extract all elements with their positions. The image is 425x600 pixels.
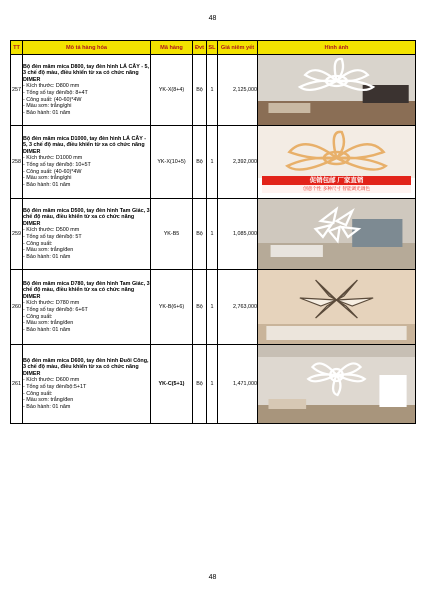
header-row	[11, 41, 416, 55]
row-code: YK-B(6+6)	[151, 270, 193, 345]
header-code: Mã hàng	[151, 41, 193, 55]
product-title: Bộ đèn mâm mica D800, tay đèn hình LÁ CÂY - 5, 3 chế độ màu, điều khiển từ xa có chức năng DIMER	[23, 63, 150, 83]
row-code: YK-B5	[151, 199, 193, 270]
table-row	[11, 199, 416, 270]
spec-line: - Tổng số tay đèn/bộ: 6+6T	[23, 307, 88, 313]
row-tt: 259	[11, 199, 23, 270]
spec-line: - Công suất: (40-60)*4W	[23, 96, 82, 103]
row-tt: 257	[11, 55, 23, 126]
page-number-bottom: 48	[208, 574, 217, 581]
spec-line: - Công suất:	[23, 390, 53, 397]
row-description	[23, 345, 151, 424]
row-unit: Bộ	[193, 199, 207, 270]
product-photo	[258, 55, 415, 125]
row-price: 2,392,000	[218, 126, 258, 199]
spec-line: - Màu sơn: trắng/ghi	[23, 103, 72, 110]
row-unit: Bộ	[193, 345, 207, 424]
row-qty: 1	[207, 55, 218, 126]
row-price: 1,085,000	[218, 199, 258, 270]
spec-line: - Màu sơn: trắng/đen	[23, 320, 74, 327]
row-qty: 1	[207, 345, 218, 424]
row-image-cell	[258, 345, 416, 424]
table-row	[11, 345, 416, 424]
spec-line: - Tổng số tay đèn/bộ:5+1T	[23, 384, 87, 390]
spec-line: - Bảo hành: 01 năm	[23, 181, 71, 188]
spec-line: - Bảo hành: 01 năm	[23, 403, 71, 410]
row-qty: 1	[207, 199, 218, 270]
row-description	[23, 126, 151, 199]
spec-line: - Màu sơn: trắng/ghi	[23, 175, 72, 182]
spec-line: - Tổng số tay đèn/bộ: 5T	[23, 234, 82, 240]
header-description: Mô tả hàng hóa	[23, 41, 151, 55]
promo-banner-sub: 创意个性 多种尺寸 智能调光调色	[262, 185, 411, 193]
row-image-cell	[258, 126, 416, 199]
row-tt: 260	[11, 270, 23, 345]
row-image-cell	[258, 199, 416, 270]
table-row	[11, 55, 416, 126]
product-title: Bộ đèn mâm mica D1000, tay đèn hình LÁ CÂY - 5, 3 chế độ màu, điều khiển từ xa có chức năng DIMER	[23, 135, 147, 155]
row-qty: 1	[207, 126, 218, 199]
spec-line: - Màu sơn: trắng/đen	[23, 397, 74, 404]
row-price: 2,763,000	[218, 270, 258, 345]
spec-line: - Bảo hành: 01 năm	[23, 326, 71, 333]
spec-line: - Kích thước: D800 mm	[23, 83, 80, 90]
promo-banner	[262, 176, 411, 194]
spec-line: - Công suất:	[23, 240, 53, 247]
product-photo	[258, 199, 415, 269]
spec-line: - Kích thước: D500 mm	[23, 227, 80, 234]
row-unit: Bộ	[193, 126, 207, 199]
spec-line: - Bảo hành: 01 năm	[23, 109, 71, 116]
promo-banner-main: 促销包邮 厂家直销	[262, 176, 411, 185]
spec-line: - Màu sơn: trắng/đen	[23, 247, 74, 254]
spec-line: - Kích thước: D1000 mm	[23, 155, 83, 162]
spec-line: - Công suất: (40-60)*4W	[23, 168, 82, 175]
header-image: Hình ảnh	[258, 41, 416, 55]
page-number-top: 48	[208, 15, 217, 22]
row-code: YK-X(8+4)	[151, 55, 193, 126]
product-photo	[258, 345, 415, 423]
table-row	[11, 126, 416, 199]
spec-line: - Kích thước: D600 mm	[23, 377, 80, 384]
header-qty: SL	[207, 41, 218, 55]
header-tt: TT	[11, 41, 23, 55]
product-photo	[258, 270, 415, 344]
row-tt: 261	[11, 345, 23, 424]
header-unit: Đvt	[193, 41, 207, 55]
row-description	[23, 270, 151, 345]
product-title: Bộ đèn mâm mica D780, tay đèn hình Tam Giác, 3 chế độ màu, điều khiển từ xa có chức năng DIMER	[23, 280, 150, 300]
row-tt: 258	[11, 126, 23, 199]
row-description	[23, 55, 151, 126]
row-description	[23, 199, 151, 270]
row-code: YK-X(10+5)	[151, 126, 193, 199]
product-title: Bộ đèn mâm mica D500, tay đèn hình Tam Giác, 3 chế độ màu, điều khiển từ xa có chức năng DIMER	[23, 207, 150, 227]
row-unit: Bộ	[193, 55, 207, 126]
spec-line: - Tổng số tay đèn/bộ: 10+5T	[23, 162, 91, 168]
product-title: Bộ đèn mâm mica D600, tay đèn hình Đuôi Công, 3 chế độ màu, điều khiển từ xa có chức năng DIMER	[23, 357, 149, 377]
spec-line: - Công suất:	[23, 313, 53, 320]
table-row	[11, 270, 416, 345]
product-table	[10, 40, 416, 424]
spec-line: - Kích thước: D780 mm	[23, 300, 80, 307]
header-price: Giá niêm yết	[218, 41, 258, 55]
row-code: YK-C(5+1)	[151, 345, 193, 424]
spec-line: - Tổng số tay đèn/bộ: 8+4T	[23, 90, 88, 96]
row-unit: Bộ	[193, 270, 207, 345]
row-price: 2,125,000	[218, 55, 258, 126]
row-price: 1,471,000	[218, 345, 258, 424]
spec-line: - Bảo hành: 01 năm	[23, 253, 71, 260]
row-qty: 1	[207, 270, 218, 345]
product-photo	[258, 126, 415, 198]
row-image-cell	[258, 270, 416, 345]
row-image-cell	[258, 55, 416, 126]
